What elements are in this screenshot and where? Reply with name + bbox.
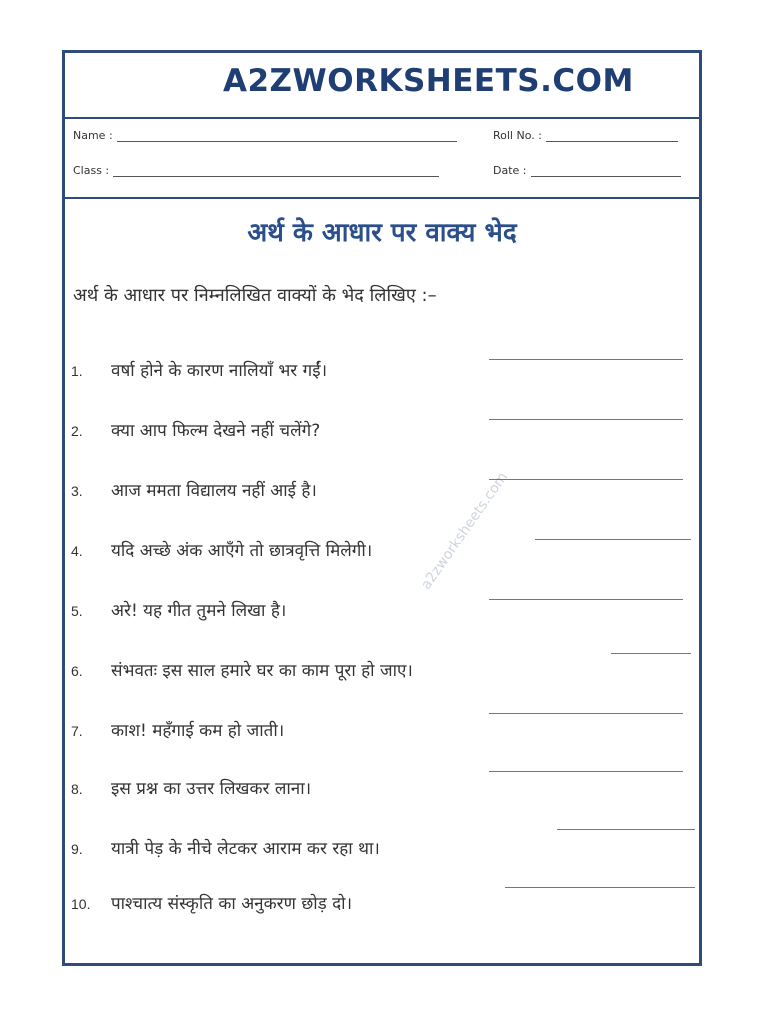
watermark: a2zworksheets.com: [418, 469, 512, 593]
name-blank: [117, 130, 457, 142]
roll-blank: [546, 130, 678, 142]
answer-line: [505, 887, 695, 888]
student-info-section: [65, 119, 699, 199]
answer-line: [489, 359, 683, 360]
question-number: 3.: [71, 483, 83, 499]
answer-line: [611, 653, 691, 654]
question-item: [71, 478, 317, 501]
question-item: [71, 891, 352, 914]
question-item: [71, 538, 372, 561]
question-text: पाश्चात्य संस्कृति का अनुकरण छोड़ दो।: [111, 894, 353, 914]
name-field: [73, 129, 457, 142]
question-text: काश! महँगाई कम हो जाती।: [111, 721, 285, 741]
worksheet-instruction: अर्थ के आधार पर निम्नलिखित वाक्यों के भेद लिखिए :–: [73, 285, 437, 306]
class-label: Class :: [73, 164, 110, 177]
question-number: 9.: [71, 841, 83, 857]
question-number: 1.: [71, 363, 83, 379]
question-text: वर्षा होने के कारण नालियाँ भर गईं।: [111, 361, 328, 381]
answer-line: [489, 599, 683, 600]
question-number: 2.: [71, 423, 83, 439]
question-number: 6.: [71, 663, 83, 679]
question-text: यात्री पेड़ के नीचे लेटकर आराम कर रहा था।: [111, 839, 380, 859]
worksheet-title: अर्थ के आधार पर वाक्य भेद: [247, 218, 517, 248]
class-field: [73, 164, 439, 177]
question-item: [71, 718, 284, 741]
question-item: [71, 658, 413, 681]
site-logo-text: A2ZWORKSHEETS.COM: [223, 63, 634, 99]
question-text: इस प्रश्न का उत्तर लिखकर लाना।: [111, 779, 312, 799]
answer-line: [489, 771, 683, 772]
answer-line: [557, 829, 695, 830]
question-text: संभवतः इस साल हमारे घर का काम पूरा हो जाए।: [111, 661, 413, 681]
question-number: 4.: [71, 543, 83, 559]
worksheet-frame: [62, 50, 702, 966]
class-blank: [113, 165, 439, 177]
question-item: [71, 418, 320, 441]
question-text: क्या आप फिल्म देखने नहीं चलेंगे?: [111, 421, 321, 441]
question-item: [71, 836, 380, 859]
answer-line: [489, 419, 683, 420]
question-text: अरे! यह गीत तुमने लिखा है।: [111, 601, 287, 621]
roll-field: [493, 129, 678, 142]
question-number: 7.: [71, 723, 83, 739]
date-field: [493, 164, 681, 177]
question-item: [71, 776, 311, 799]
name-label: Name :: [73, 129, 113, 142]
answer-line: [535, 539, 691, 540]
question-number: 8.: [71, 781, 83, 797]
question-text: आज ममता विद्यालय नहीं आई है।: [111, 481, 317, 501]
question-number: 10.: [71, 896, 91, 912]
roll-label: Roll No. :: [493, 129, 542, 142]
date-label: Date :: [493, 164, 527, 177]
brand-header: [65, 53, 699, 119]
question-text: यदि अच्छे अंक आएँगे तो छात्रवृत्ति मिलेगी।: [111, 541, 373, 561]
answer-line: [489, 479, 683, 480]
question-item: [71, 598, 286, 621]
question-item: [71, 358, 327, 381]
answer-line: [489, 713, 683, 714]
date-blank: [531, 165, 681, 177]
question-number: 5.: [71, 603, 83, 619]
